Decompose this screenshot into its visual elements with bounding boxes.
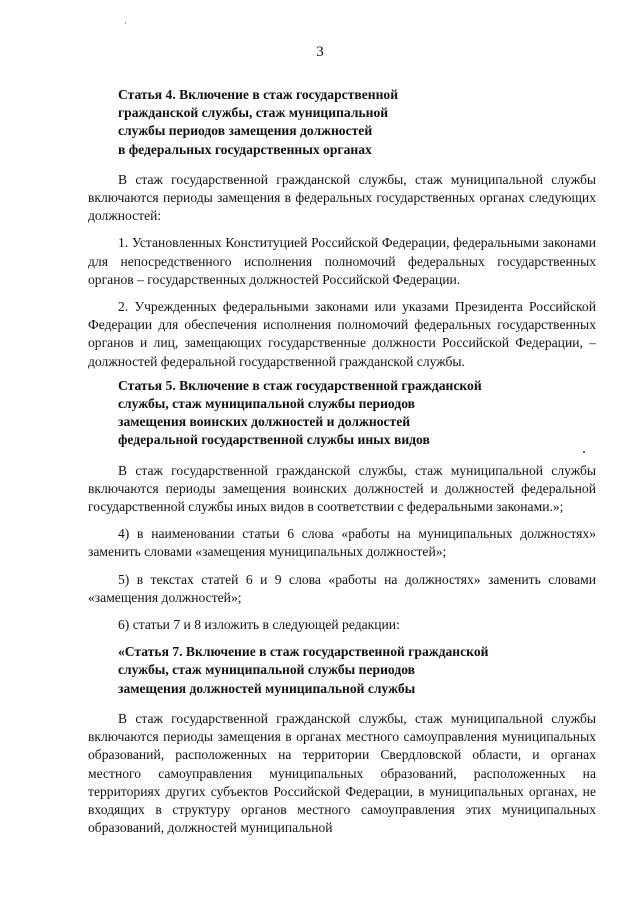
amendment-item-5: 5) в текстах статей 6 и 9 слова «работы на должностях» заменить словами «замещения должностей»; <box>88 571 596 605</box>
article-5-heading <box>88 377 596 450</box>
heading-line: в федеральных государственных органах <box>118 141 372 157</box>
document-body <box>88 86 596 837</box>
heading-line: замещения должностей муниципальной службы <box>118 680 416 696</box>
heading-line: гражданской службы, стаж муниципальной <box>118 105 389 121</box>
heading-line: службы, стаж муниципальной службы периодов <box>118 396 416 412</box>
article-4-item-2: 2. Учрежденных федеральными законами или указами Президента Российской Федерации для обеспечения исполнения полномочий федеральных государственных органов и лиц, замещающих государственные должности Российской Федерации, – должностей федеральной государственной гражданской службы. <box>88 299 596 369</box>
article-4-item-1: 1. Установленных Конституцией Российской Федерации, федеральными законами для непосредственного исполнения полномочий федеральных государственных органов – государственных должностей Российской Федерации. <box>88 235 596 287</box>
article-4-heading <box>88 86 596 159</box>
page-number: 3 <box>316 44 324 60</box>
heading-line: Статья 4. Включение в стаж государственной <box>118 87 399 102</box>
heading-line: замещения воинских должностей и должностей <box>118 414 411 430</box>
scan-speck <box>125 22 126 24</box>
amendment-item-4: 4) в наименовании статьи 6 слова «работы на муниципальных должностях» заменить словами «замещения муниципальных должностей»; <box>88 526 596 560</box>
heading-line: службы периодов замещения должностей <box>118 123 373 139</box>
amendment-item-6: 6) статьи 7 и 8 изложить в следующей редакции: <box>118 617 400 633</box>
heading-line: «Статья 7. Включение в стаж государственной гражданской <box>118 644 489 660</box>
article-7-text: В стаж государственной гражданской службы, стаж муниципальной службы включаются периоды замещения в органах местного самоуправления муниципальных образований, расположенных на территории Свердловской области, и органах местного самоуправления муниципальных образований, расположенных на территориях других субъектов Российской Федерации, в муниципальных органах, не входящих в структуру органов местного самоуправления этих муниципальных образований, должностей муниципальной <box>88 710 596 836</box>
article-7-heading <box>88 643 596 698</box>
article-5-text: В стаж государственной гражданской службы, стаж муниципальной службы включаются периоды замещения воинских должностей и должностей федеральной государственной службы иных видов в соответствии с федеральными законами.»; <box>88 462 596 515</box>
heading-line: службы, стаж муниципальной службы периодов <box>118 662 416 678</box>
article-4-intro: В стаж государственной гражданской службы, стаж муниципальной службы включаются периоды замещения в федеральных государственных органах следующих должностей: <box>88 171 596 224</box>
heading-line: Статья 5. Включение в стаж государственной гражданской <box>118 377 482 393</box>
heading-line: федеральной государственной службы иных видов <box>118 432 430 448</box>
